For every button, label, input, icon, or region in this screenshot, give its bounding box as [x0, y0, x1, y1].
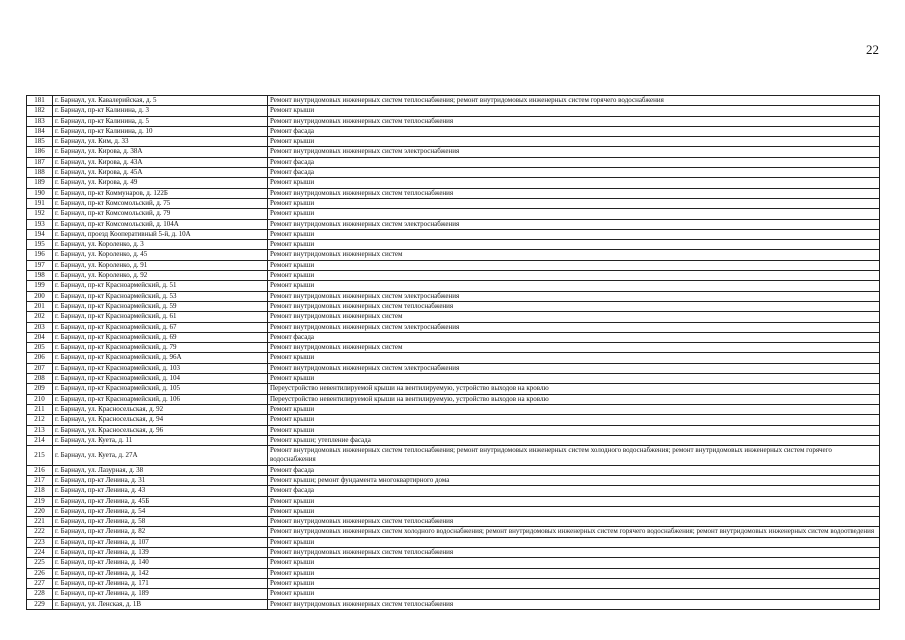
- row-address: г. Барнаул, пр-кт Красноармейский, д. 103: [53, 363, 268, 373]
- row-number: 228: [27, 589, 53, 599]
- row-number: 222: [27, 527, 53, 537]
- row-address: г. Барнаул, пр-кт Красноармейский, д. 59: [53, 301, 268, 311]
- page-number: 22: [866, 42, 879, 57]
- table-row: [27, 147, 880, 157]
- table-row: [27, 168, 880, 178]
- table-row: [27, 578, 880, 588]
- row-work-type: Ремонт крыши: [268, 281, 880, 291]
- row-address: г. Барнаул, ул. Короленко, д. 45: [53, 250, 268, 260]
- row-work-type: Ремонт фасада: [268, 168, 880, 178]
- row-work-type: Ремонт крыши: [268, 209, 880, 219]
- table-row: [27, 312, 880, 322]
- row-work-type: Ремонт фасада: [268, 486, 880, 496]
- row-work-type: Ремонт крыши: [268, 260, 880, 270]
- row-number: 208: [27, 374, 53, 384]
- table-row: [27, 558, 880, 568]
- row-work-type: Ремонт фасада: [268, 332, 880, 342]
- row-number: 198: [27, 271, 53, 281]
- row-address: г. Барнаул, пр-кт Ленина, д. 171: [53, 578, 268, 588]
- row-work-type: Ремонт внутридомовых инженерных систем холодного водоснабжения; ремонт внутридомовых инженерных систем горячего водоснабжения; ремонт внутридомовых инженерных систем водоотведения: [268, 527, 880, 537]
- table-row: [27, 475, 880, 485]
- row-work-type: Ремонт внутридомовых инженерных систем теплоснабжения: [268, 517, 880, 527]
- row-address: г. Барнаул, пр-кт Красноармейский, д. 69: [53, 332, 268, 342]
- table-row: [27, 219, 880, 229]
- row-number: 209: [27, 384, 53, 394]
- row-number: 193: [27, 219, 53, 229]
- row-address: г. Барнаул, ул. Красносельская, д. 92: [53, 404, 268, 414]
- row-number: 200: [27, 291, 53, 301]
- row-work-type: Ремонт крыши: [268, 240, 880, 250]
- table-row: [27, 353, 880, 363]
- row-number: 204: [27, 332, 53, 342]
- row-work-type: Ремонт крыши: [268, 537, 880, 547]
- table-row: [27, 188, 880, 198]
- table-body: [27, 96, 880, 610]
- row-work-type: Ремонт фасада: [268, 126, 880, 136]
- row-number: 211: [27, 404, 53, 414]
- row-number: 226: [27, 568, 53, 578]
- row-number: 183: [27, 116, 53, 126]
- table-row: [27, 137, 880, 147]
- table-row: [27, 384, 880, 394]
- table-row: [27, 250, 880, 260]
- row-number: 184: [27, 126, 53, 136]
- row-work-type: Переустройство невентилируемой крыши на вентилируемую, устройство выходов на кровлю: [268, 394, 880, 404]
- row-number: 186: [27, 147, 53, 157]
- table-row: [27, 537, 880, 547]
- row-address: г. Барнаул, ул. Куета, д. 27А: [53, 446, 268, 466]
- row-work-type: Ремонт крыши: [268, 178, 880, 188]
- row-number: 191: [27, 198, 53, 208]
- row-number: 181: [27, 96, 53, 106]
- row-address: г. Барнаул, ул. Кирова, д. 49: [53, 178, 268, 188]
- row-number: 220: [27, 506, 53, 516]
- table-row: [27, 394, 880, 404]
- table-row: [27, 568, 880, 578]
- row-number: 227: [27, 578, 53, 588]
- row-address: г. Барнаул, ул. Короленко, д. 91: [53, 260, 268, 270]
- table-row: [27, 404, 880, 414]
- row-work-type: Ремонт внутридомовых инженерных систем теплоснабжения: [268, 548, 880, 558]
- row-address: г. Барнаул, ул. Ленская, д. 1В: [53, 599, 268, 609]
- row-work-type: Ремонт внутридомовых инженерных систем: [268, 343, 880, 353]
- row-work-type: Ремонт крыши: [268, 506, 880, 516]
- table-row: [27, 415, 880, 425]
- row-address: г. Барнаул, ул. Кирова, д. 43А: [53, 157, 268, 167]
- table-row: [27, 116, 880, 126]
- table-row: [27, 465, 880, 475]
- row-work-type: Ремонт внутридомовых инженерных систем теплоснабжения: [268, 188, 880, 198]
- row-number: 206: [27, 353, 53, 363]
- row-address: г. Барнаул, пр-кт Ленина, д. 140: [53, 558, 268, 568]
- row-work-type: Ремонт крыши: [268, 568, 880, 578]
- row-work-type: Ремонт крыши: [268, 106, 880, 116]
- row-work-type: Ремонт внутридомовых инженерных систем электроснабжения: [268, 147, 880, 157]
- table-row: [27, 281, 880, 291]
- row-number: 225: [27, 558, 53, 568]
- row-work-type: Ремонт внутридомовых инженерных систем: [268, 250, 880, 260]
- table-row: [27, 209, 880, 219]
- table-row: [27, 301, 880, 311]
- row-address: г. Барнаул, проезд Кооперативный 5-й, д. 10А: [53, 229, 268, 239]
- row-work-type: Ремонт крыши: [268, 137, 880, 147]
- row-number: 185: [27, 137, 53, 147]
- row-number: 213: [27, 425, 53, 435]
- row-number: 188: [27, 168, 53, 178]
- row-number: 192: [27, 209, 53, 219]
- row-address: г. Барнаул, пр-кт Красноармейский, д. 106: [53, 394, 268, 404]
- table-row: [27, 271, 880, 281]
- row-number: 212: [27, 415, 53, 425]
- table-row: [27, 589, 880, 599]
- row-work-type: Ремонт крыши: [268, 558, 880, 568]
- table-row: [27, 229, 880, 239]
- row-number: 214: [27, 435, 53, 445]
- row-address: г. Барнаул, пр-кт Красноармейский, д. 105: [53, 384, 268, 394]
- row-number: 194: [27, 229, 53, 239]
- row-work-type: Ремонт фасада: [268, 465, 880, 475]
- table-row: [27, 506, 880, 516]
- row-number: 216: [27, 465, 53, 475]
- table-row: [27, 291, 880, 301]
- row-work-type: Ремонт крыши; ремонт фундамента многоквартирного дома: [268, 475, 880, 485]
- table-row: [27, 126, 880, 136]
- row-address: г. Барнаул, пр-кт Ленина, д. 31: [53, 475, 268, 485]
- row-number: 218: [27, 486, 53, 496]
- row-address: г. Барнаул, пр-кт Ленина, д. 189: [53, 589, 268, 599]
- row-address: г. Барнаул, пр-кт Ленина, д. 54: [53, 506, 268, 516]
- row-address: г. Барнаул, ул. Куета, д. 11: [53, 435, 268, 445]
- row-work-type: Ремонт крыши: [268, 404, 880, 414]
- row-address: г. Барнаул, ул. Короленко, д. 92: [53, 271, 268, 281]
- row-address: г. Барнаул, пр-кт Ленина, д. 43: [53, 486, 268, 496]
- table-row: [27, 446, 880, 466]
- row-work-type: Ремонт крыши: [268, 589, 880, 599]
- table-row: [27, 374, 880, 384]
- row-work-type: Ремонт крыши: [268, 415, 880, 425]
- row-number: 195: [27, 240, 53, 250]
- row-number: 182: [27, 106, 53, 116]
- row-address: г. Барнаул, ул. Красносельская, д. 94: [53, 415, 268, 425]
- table-row: [27, 486, 880, 496]
- row-work-type: Ремонт внутридомовых инженерных систем теплоснабжения; ремонт внутридомовых инженерных систем холодного водоснабжения; ремонт внутридомовых инженерных систем горячего водоснабжения: [268, 446, 880, 466]
- row-address: г. Барнаул, пр-кт Ленина, д. 139: [53, 548, 268, 558]
- row-address: г. Барнаул, ул. Кавалерийская, д. 5: [53, 96, 268, 106]
- table-row: [27, 178, 880, 188]
- row-work-type: Переустройство невентилируемой крыши на вентилируемую, устройство выходов на кровлю: [268, 384, 880, 394]
- row-address: г. Барнаул, ул. Лазурная, д. 38: [53, 465, 268, 475]
- row-work-type: Ремонт внутридомовых инженерных систем теплоснабжения: [268, 116, 880, 126]
- table-row: [27, 425, 880, 435]
- row-number: 205: [27, 343, 53, 353]
- table-row: [27, 599, 880, 609]
- row-work-type: Ремонт крыши: [268, 578, 880, 588]
- row-work-type: Ремонт крыши: [268, 425, 880, 435]
- table-row: [27, 106, 880, 116]
- row-number: 224: [27, 548, 53, 558]
- row-address: г. Барнаул, ул. Красносельская, д. 96: [53, 425, 268, 435]
- row-number: 215: [27, 446, 53, 466]
- row-address: г. Барнаул, ул. Ким, д. 33: [53, 137, 268, 147]
- table-row: [27, 496, 880, 506]
- row-work-type: Ремонт внутридомовых инженерных систем электроснабжения: [268, 291, 880, 301]
- row-number: 217: [27, 475, 53, 485]
- row-number: 221: [27, 517, 53, 527]
- table-row: [27, 260, 880, 270]
- row-address: г. Барнаул, пр-кт Комсомольский, д. 104А: [53, 219, 268, 229]
- row-work-type: Ремонт крыши: [268, 374, 880, 384]
- row-number: 197: [27, 260, 53, 270]
- row-address: г. Барнаул, пр-кт Комсомольский, д. 79: [53, 209, 268, 219]
- row-work-type: Ремонт крыши; утепление фасада: [268, 435, 880, 445]
- row-number: 196: [27, 250, 53, 260]
- row-address: г. Барнаул, пр-кт Красноармейский, д. 61: [53, 312, 268, 322]
- row-work-type: Ремонт крыши: [268, 496, 880, 506]
- row-number: 223: [27, 537, 53, 547]
- row-address: г. Барнаул, пр-кт Калинина, д. 10: [53, 126, 268, 136]
- row-number: 201: [27, 301, 53, 311]
- row-address: г. Барнаул, пр-кт Комсомольский, д. 75: [53, 198, 268, 208]
- table-row: [27, 527, 880, 537]
- row-number: 210: [27, 394, 53, 404]
- table-row: [27, 332, 880, 342]
- row-address: г. Барнаул, ул. Кирова, д. 45А: [53, 168, 268, 178]
- row-work-type: Ремонт внутридомовых инженерных систем: [268, 312, 880, 322]
- row-address: г. Барнаул, пр-кт Красноармейский, д. 79: [53, 343, 268, 353]
- row-work-type: Ремонт внутридомовых инженерных систем электроснабжения: [268, 322, 880, 332]
- row-work-type: Ремонт внутридомовых инженерных систем теплоснабжения: [268, 599, 880, 609]
- table-row: [27, 548, 880, 558]
- row-address: г. Барнаул, пр-кт Красноармейский, д. 51: [53, 281, 268, 291]
- row-number: 187: [27, 157, 53, 167]
- row-work-type: Ремонт внутридомовых инженерных систем теплоснабжения; ремонт внутридомовых инженерных систем горячего водоснабжения: [268, 96, 880, 106]
- row-number: 203: [27, 322, 53, 332]
- row-address: г. Барнаул, ул. Кирова, д. 38А: [53, 147, 268, 157]
- table-row: [27, 435, 880, 445]
- row-number: 189: [27, 178, 53, 188]
- row-work-type: Ремонт внутридомовых инженерных систем теплоснабжения: [268, 301, 880, 311]
- row-work-type: Ремонт фасада: [268, 157, 880, 167]
- row-address: г. Барнаул, пр-кт Ленина, д. 82: [53, 527, 268, 537]
- row-address: г. Барнаул, пр-кт Красноармейский, д. 53: [53, 291, 268, 301]
- table-row: [27, 517, 880, 527]
- row-number: 202: [27, 312, 53, 322]
- row-address: г. Барнаул, пр-кт Коммунаров, д. 122Б: [53, 188, 268, 198]
- row-address: г. Барнаул, пр-кт Ленина, д. 58: [53, 517, 268, 527]
- table-row: [27, 363, 880, 373]
- row-number: 219: [27, 496, 53, 506]
- row-work-type: Ремонт крыши: [268, 229, 880, 239]
- row-address: г. Барнаул, пр-кт Калинина, д. 5: [53, 116, 268, 126]
- row-address: г. Барнаул, пр-кт Ленина, д. 107: [53, 537, 268, 547]
- row-work-type: Ремонт крыши: [268, 271, 880, 281]
- table-row: [27, 198, 880, 208]
- repair-registry-table: [26, 95, 880, 610]
- row-number: 199: [27, 281, 53, 291]
- row-number: 190: [27, 188, 53, 198]
- table-row: [27, 96, 880, 106]
- row-address: г. Барнаул, пр-кт Ленина, д. 45Б: [53, 496, 268, 506]
- row-work-type: Ремонт внутридомовых инженерных систем электроснабжения: [268, 363, 880, 373]
- row-address: г. Барнаул, ул. Короленко, д. 3: [53, 240, 268, 250]
- row-work-type: Ремонт крыши: [268, 353, 880, 363]
- table-row: [27, 157, 880, 167]
- row-address: г. Барнаул, пр-кт Красноармейский, д. 67: [53, 322, 268, 332]
- row-address: г. Барнаул, пр-кт Красноармейский, д. 104: [53, 374, 268, 384]
- row-work-type: Ремонт внутридомовых инженерных систем электроснабжения: [268, 219, 880, 229]
- table-row: [27, 322, 880, 332]
- table-row: [27, 343, 880, 353]
- row-number: 207: [27, 363, 53, 373]
- row-work-type: Ремонт крыши: [268, 198, 880, 208]
- row-number: 229: [27, 599, 53, 609]
- row-address: г. Барнаул, пр-кт Красноармейский, д. 96А: [53, 353, 268, 363]
- row-address: г. Барнаул, пр-кт Калинина, д. 3: [53, 106, 268, 116]
- table-row: [27, 240, 880, 250]
- row-address: г. Барнаул, пр-кт Ленина, д. 142: [53, 568, 268, 578]
